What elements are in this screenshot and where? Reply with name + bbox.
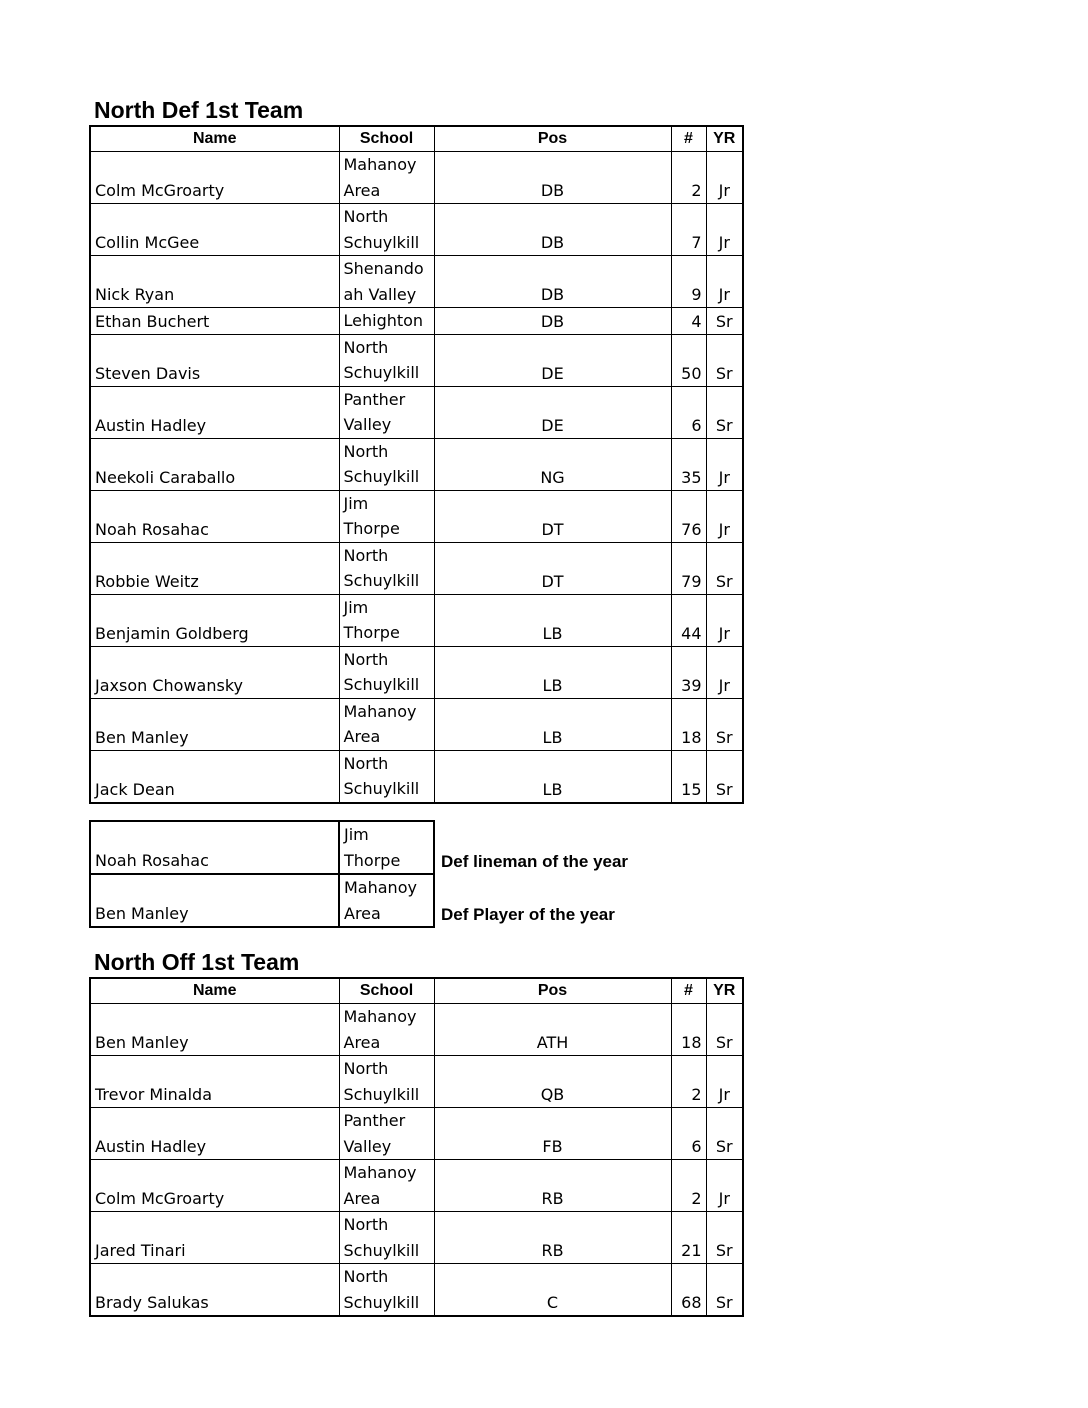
- col-header-number: #: [671, 978, 706, 1004]
- player-number: 35: [671, 438, 706, 490]
- player-year: Jr: [706, 204, 743, 256]
- player-pos: LB: [434, 698, 671, 750]
- player-pos: DT: [434, 542, 671, 594]
- player-number: 2: [671, 1056, 706, 1108]
- col-header-name: Name: [90, 978, 339, 1004]
- player-pos: LB: [434, 750, 671, 803]
- player-name: Ben Manley: [90, 1004, 339, 1056]
- table-row: [90, 1160, 743, 1212]
- off-team-title: North Off 1st Team: [94, 949, 300, 975]
- player-pos: QB: [434, 1056, 671, 1108]
- player-name: Noah Rosahac: [90, 490, 339, 542]
- award-row: [90, 874, 754, 927]
- player-school: North Schuylkill: [339, 542, 434, 594]
- awards-table: [89, 820, 755, 928]
- table-row: [90, 542, 743, 594]
- table-row: [90, 438, 743, 490]
- player-pos: DB: [434, 256, 671, 308]
- player-pos: LB: [434, 646, 671, 698]
- player-pos: DB: [434, 204, 671, 256]
- player-pos: NG: [434, 438, 671, 490]
- player-pos: RB: [434, 1212, 671, 1264]
- header-row: [90, 978, 743, 1004]
- player-school: Mahanoy Area: [339, 1004, 434, 1056]
- player-number: 2: [671, 1160, 706, 1212]
- col-header-year: YR: [706, 978, 743, 1004]
- player-name: Ben Manley: [90, 698, 339, 750]
- player-year: Sr: [706, 542, 743, 594]
- player-year: Sr: [706, 1108, 743, 1160]
- player-school: Shenando ah Valley: [339, 256, 434, 308]
- player-school: Jim Thorpe: [339, 490, 434, 542]
- player-year: Sr: [706, 308, 743, 335]
- player-school: Panther Valley: [339, 386, 434, 438]
- col-header-number: #: [671, 126, 706, 152]
- player-school: North Schuylkill: [339, 1264, 434, 1317]
- col-header-year: YR: [706, 126, 743, 152]
- player-year: Sr: [706, 698, 743, 750]
- player-number: 7: [671, 204, 706, 256]
- player-year: Jr: [706, 490, 743, 542]
- player-number: 68: [671, 1264, 706, 1317]
- player-pos: DT: [434, 490, 671, 542]
- table-row: [90, 308, 743, 335]
- player-name: Colm McGroarty: [90, 152, 339, 204]
- table-row: [90, 698, 743, 750]
- player-number: 44: [671, 594, 706, 646]
- table-row: [90, 334, 743, 386]
- player-pos: DE: [434, 334, 671, 386]
- player-year: Jr: [706, 152, 743, 204]
- player-year: Jr: [706, 438, 743, 490]
- player-number: 9: [671, 256, 706, 308]
- award-player-school: Jim Thorpe: [339, 821, 434, 874]
- header-row: [90, 126, 743, 152]
- player-number: 18: [671, 1004, 706, 1056]
- player-number: 6: [671, 386, 706, 438]
- player-name: Collin McGee: [90, 204, 339, 256]
- player-school: North Schuylkill: [339, 334, 434, 386]
- player-year: Jr: [706, 256, 743, 308]
- player-pos: LB: [434, 594, 671, 646]
- player-name: Ethan Buchert: [90, 308, 339, 335]
- table-row: [90, 152, 743, 204]
- player-number: 79: [671, 542, 706, 594]
- award-title: Def lineman of the year: [441, 852, 629, 871]
- player-name: Nick Ryan: [90, 256, 339, 308]
- player-pos: DB: [434, 152, 671, 204]
- player-school: North Schuylkill: [339, 1056, 434, 1108]
- table-row: [90, 1004, 743, 1056]
- col-header-name: Name: [90, 126, 339, 152]
- table-row: [90, 594, 743, 646]
- def-team-table: [89, 125, 744, 804]
- player-year: Jr: [706, 1160, 743, 1212]
- award-player-name: Noah Rosahac: [90, 821, 339, 874]
- player-pos: FB: [434, 1108, 671, 1160]
- player-year: Jr: [706, 594, 743, 646]
- table-row: [90, 750, 743, 803]
- player-name: Austin Hadley: [90, 1108, 339, 1160]
- player-pos: ATH: [434, 1004, 671, 1056]
- player-year: Sr: [706, 1004, 743, 1056]
- player-year: Sr: [706, 1212, 743, 1264]
- table-row: [90, 1108, 743, 1160]
- player-number: 50: [671, 334, 706, 386]
- player-school: North Schuylkill: [339, 750, 434, 803]
- player-school: Lehighton: [339, 308, 434, 335]
- player-name: Robbie Weitz: [90, 542, 339, 594]
- player-number: 39: [671, 646, 706, 698]
- player-name: Neekoli Caraballo: [90, 438, 339, 490]
- player-school: Jim Thorpe: [339, 594, 434, 646]
- player-year: Jr: [706, 1056, 743, 1108]
- award-player-school: Mahanoy Area: [339, 874, 434, 927]
- player-school: Mahanoy Area: [339, 152, 434, 204]
- col-header-pos: Pos: [434, 126, 671, 152]
- player-year: Jr: [706, 646, 743, 698]
- table-row: [90, 204, 743, 256]
- player-pos: DE: [434, 386, 671, 438]
- table-row: [90, 1264, 743, 1317]
- table-row: [90, 256, 743, 308]
- player-name: Jared Tinari: [90, 1212, 339, 1264]
- player-name: Benjamin Goldberg: [90, 594, 339, 646]
- player-school: Panther Valley: [339, 1108, 434, 1160]
- col-header-school: School: [339, 978, 434, 1004]
- award-row: [90, 821, 754, 874]
- award-title: Def Player of the year: [441, 905, 615, 924]
- player-pos: RB: [434, 1160, 671, 1212]
- player-year: Sr: [706, 1264, 743, 1317]
- award-player-name: Ben Manley: [90, 874, 339, 927]
- player-school: Mahanoy Area: [339, 1160, 434, 1212]
- col-header-school: School: [339, 126, 434, 152]
- player-name: Jack Dean: [90, 750, 339, 803]
- table-row: [90, 1212, 743, 1264]
- table-row: [90, 386, 743, 438]
- col-header-pos: Pos: [434, 978, 671, 1004]
- player-school: North Schuylkill: [339, 438, 434, 490]
- player-school: North Schuylkill: [339, 204, 434, 256]
- player-pos: C: [434, 1264, 671, 1317]
- player-name: Steven Davis: [90, 334, 339, 386]
- player-name: Jaxson Chowansky: [90, 646, 339, 698]
- player-number: 76: [671, 490, 706, 542]
- player-number: 21: [671, 1212, 706, 1264]
- player-pos: DB: [434, 308, 671, 335]
- player-name: Brady Salukas: [90, 1264, 339, 1317]
- table-row: [90, 646, 743, 698]
- player-year: Sr: [706, 386, 743, 438]
- table-row: [90, 490, 743, 542]
- player-school: Mahanoy Area: [339, 698, 434, 750]
- player-school: North Schuylkill: [339, 646, 434, 698]
- off-team-table: [89, 977, 744, 1317]
- def-team-title: North Def 1st Team: [94, 97, 304, 123]
- table-row: [90, 1056, 743, 1108]
- player-school: North Schuylkill: [339, 1212, 434, 1264]
- player-year: Sr: [706, 334, 743, 386]
- player-name: Colm McGroarty: [90, 1160, 339, 1212]
- player-number: 2: [671, 152, 706, 204]
- player-number: 18: [671, 698, 706, 750]
- player-number: 15: [671, 750, 706, 803]
- player-year: Sr: [706, 750, 743, 803]
- player-number: 4: [671, 308, 706, 335]
- player-name: Trevor Minalda: [90, 1056, 339, 1108]
- player-name: Austin Hadley: [90, 386, 339, 438]
- player-number: 6: [671, 1108, 706, 1160]
